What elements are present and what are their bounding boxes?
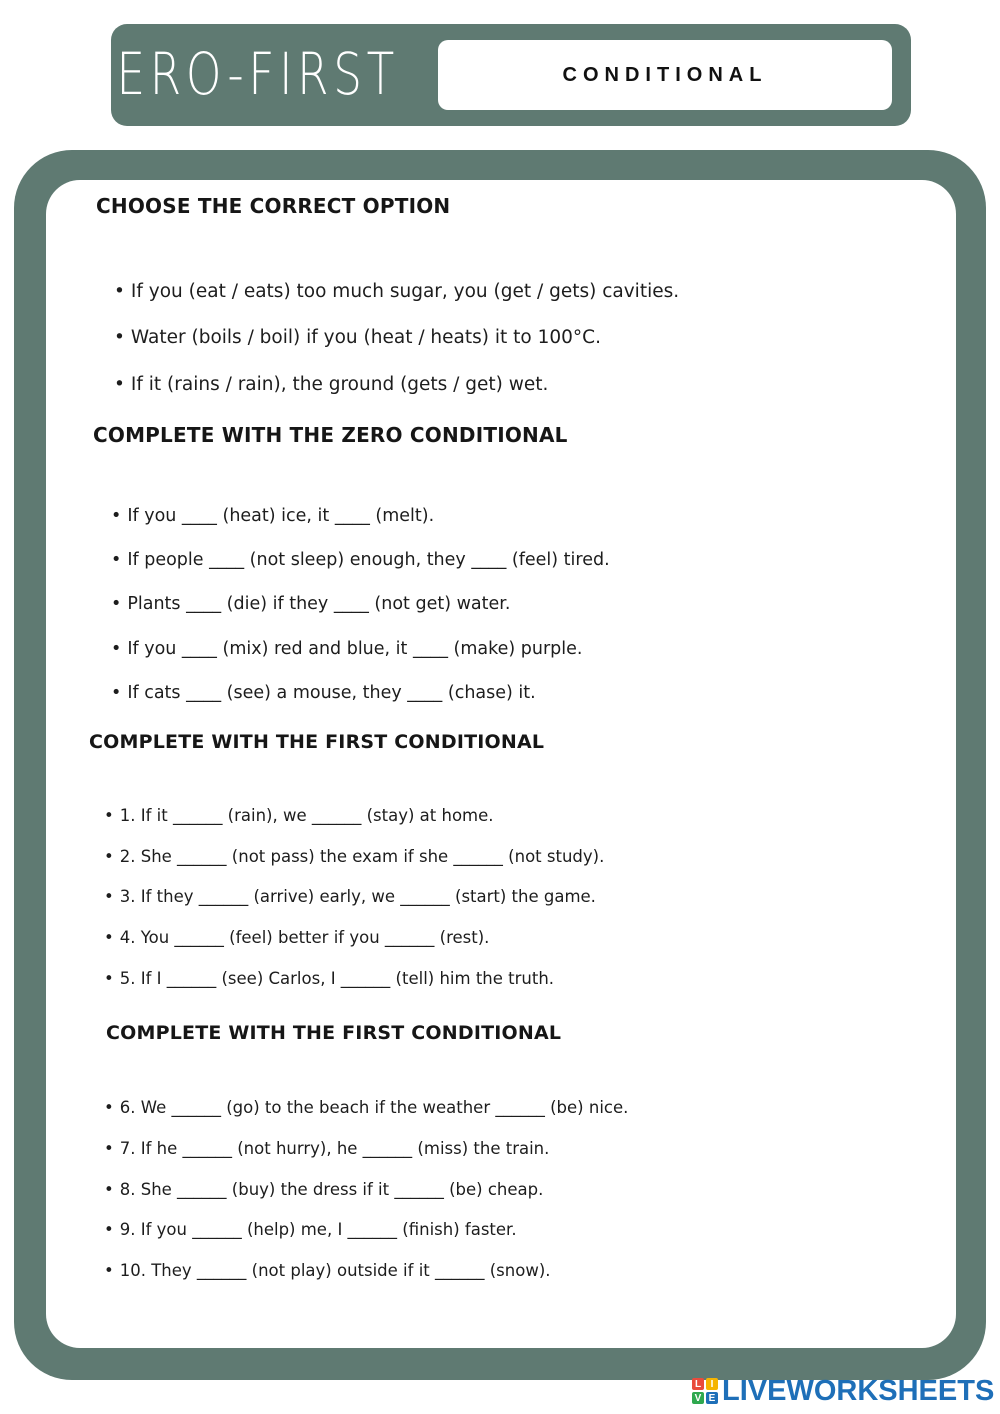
logo-mark-icon <box>692 1378 718 1404</box>
exercise-item <box>111 639 582 659</box>
exercise-item <box>114 374 548 395</box>
exercise-item <box>114 281 679 302</box>
exercise-text: 3. If they ______ (arrive) early, we ______ (start) the game. <box>119 887 596 906</box>
exercise-item <box>114 327 601 348</box>
bullet-icon: • <box>114 327 125 348</box>
logo-text: LIVEWORKSHEETS <box>722 1374 995 1407</box>
logo-letter: V <box>692 1392 704 1404</box>
exercise-text: 1. If it ______ (rain), we ______ (stay) at home. <box>119 806 494 825</box>
bullet-icon: • <box>104 928 114 947</box>
exercise-text: 7. If he ______ (not hurry), he ______ (miss) the train. <box>119 1139 550 1158</box>
bullet-icon: • <box>111 550 122 570</box>
bullet-icon: • <box>104 1261 114 1280</box>
exercise-item <box>111 594 510 614</box>
liveworksheets-logo[interactable] <box>692 1376 994 1406</box>
bullet-icon: • <box>104 887 114 906</box>
exercise-item <box>104 1261 551 1280</box>
exercise-item <box>104 1098 628 1117</box>
exercise-text: 9. If you ______ (help) me, I ______ (finish) faster. <box>119 1220 517 1239</box>
bullet-icon: • <box>111 683 122 703</box>
logo-letter: L <box>692 1378 704 1390</box>
exercise-item <box>104 1220 517 1239</box>
exercise-text: 8. She ______ (buy) the dress if it ______ (be) cheap. <box>119 1180 544 1199</box>
header-banner <box>80 24 911 126</box>
section-heading-first-b: COMPLETE WITH THE FIRST CONDITIONAL <box>106 1022 562 1044</box>
exercise-text: If you (eat / eats) too much sugar, you (get / gets) cavities. <box>130 281 680 302</box>
exercise-item <box>104 969 554 988</box>
bullet-icon: • <box>111 506 122 526</box>
bullet-icon: • <box>104 806 114 825</box>
bullet-icon: • <box>111 594 122 614</box>
bullet-icon: • <box>104 969 114 988</box>
exercise-text: 5. If I ______ (see) Carlos, I ______ (tell) him the truth. <box>119 969 555 988</box>
exercise-item <box>104 806 494 825</box>
section-heading-zero: COMPLETE WITH THE ZERO CONDITIONAL <box>93 423 568 447</box>
worksheet-subtitle: CONDITIONAL <box>562 63 768 86</box>
exercise-text: 10. They ______ (not play) outside if it ______ (snow). <box>119 1261 551 1280</box>
exercise-text: 4. You ______ (feel) better if you ______ (rest). <box>119 928 490 947</box>
bullet-icon: • <box>104 1098 114 1117</box>
section-heading-choose: CHOOSE THE CORRECT OPTION <box>96 194 451 218</box>
bullet-icon: • <box>114 281 125 302</box>
exercise-text: Water (boils / boil) if you (heat / heats) it to 100°C. <box>130 327 601 348</box>
bullet-icon: • <box>111 639 122 659</box>
exercise-text: If you ____ (mix) red and blue, it ____ (make) purple. <box>127 639 583 659</box>
logo-letter: E <box>706 1392 718 1404</box>
exercise-item <box>104 928 489 947</box>
bullet-icon: • <box>104 1139 114 1158</box>
exercise-text: 6. We ______ (go) to the beach if the weather ______ (be) nice. <box>119 1098 629 1117</box>
section-heading-first-a: COMPLETE WITH THE FIRST CONDITIONAL <box>89 731 545 753</box>
exercise-text: Plants ____ (die) if they ____ (not get) water. <box>127 594 511 614</box>
exercise-item <box>104 887 596 906</box>
logo-letter: I <box>706 1378 718 1390</box>
worksheet-title: ZERO-FIRST <box>80 40 399 108</box>
exercise-item <box>111 683 536 703</box>
bullet-icon: • <box>114 374 125 395</box>
exercise-item <box>111 550 610 570</box>
worksheet-sheet <box>46 180 956 1348</box>
subtitle-pill <box>438 40 892 110</box>
bullet-icon: • <box>104 1220 114 1239</box>
exercise-item <box>104 847 604 866</box>
exercise-text: If it (rains / rain), the ground (gets / get) wet. <box>130 374 549 395</box>
exercise-item <box>104 1139 549 1158</box>
exercise-item <box>111 506 434 526</box>
exercise-text: If cats ____ (see) a mouse, they ____ (chase) it. <box>127 683 536 703</box>
exercise-text: If you ____ (heat) ice, it ____ (melt). <box>127 506 435 526</box>
bullet-icon: • <box>104 847 114 866</box>
bullet-icon: • <box>104 1180 114 1199</box>
exercise-item <box>104 1180 543 1199</box>
exercise-text: If people ____ (not sleep) enough, they ____ (feel) tired. <box>127 550 610 570</box>
exercise-text: 2. She ______ (not pass) the exam if she ______ (not study). <box>119 847 605 866</box>
